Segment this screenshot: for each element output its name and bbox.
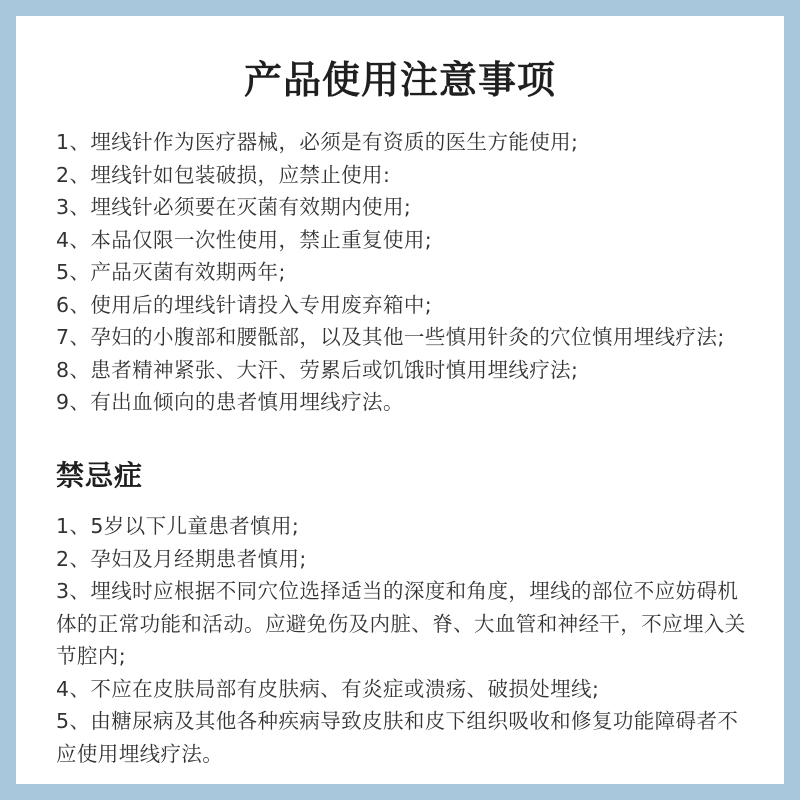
list-item: 2、孕妇及月经期患者慎用;: [56, 546, 307, 571]
list-item: 3、埋线针必须要在灭菌有效期内使用;: [56, 195, 412, 219]
list-item: 8、患者精神紧张、大汗、劳累后或饥饿时慎用埋线疗法;: [56, 357, 579, 382]
contraindications-heading: 禁忌症: [56, 459, 144, 492]
list-item: 4、不应在皮肤局部有皮肤病、有炎症或溃疡、破损处埋线;: [56, 676, 600, 701]
contraindications-list: [56, 510, 756, 770]
list-item: 5、由糖尿病及其他各种疾病导致皮肤和皮下组织吸收和修复功能障碍者不应使用埋线疗法。: [56, 709, 739, 766]
list-item: 4、本品仅限一次性使用，禁止重复使用;: [56, 227, 433, 252]
list-item: 1、埋线针作为医疗器械，必须是有资质的医生方能使用;: [56, 130, 579, 154]
usage-notes-list: [56, 126, 756, 419]
list-item: 2、埋线针如包装破损，应禁止使用:: [56, 162, 391, 187]
content-card: [16, 16, 784, 784]
list-item: 5、产品灭菌有效期两年;: [56, 260, 286, 284]
list-item: 6、使用后的埋线针请投入专用废弃箱中;: [56, 292, 433, 317]
page-title: 产品使用注意事项: [243, 58, 556, 102]
list-item: 9、有出血倾向的患者慎用埋线疗法。: [56, 390, 404, 414]
list-item: 1、5岁以下儿童患者慎用;: [56, 514, 300, 538]
list-item: 7、孕妇的小腹部和腰骶部，以及其他一些慎用针灸的穴位慎用埋线疗法;: [56, 325, 725, 349]
list-item: 3、埋线时应根据不同穴位选择适当的深度和角度，埋线的部位不应妨碍机体的正常功能和活动。应避免伤及内脏、脊、大血管和神经干，不应埋入关节腔内;: [56, 579, 746, 668]
